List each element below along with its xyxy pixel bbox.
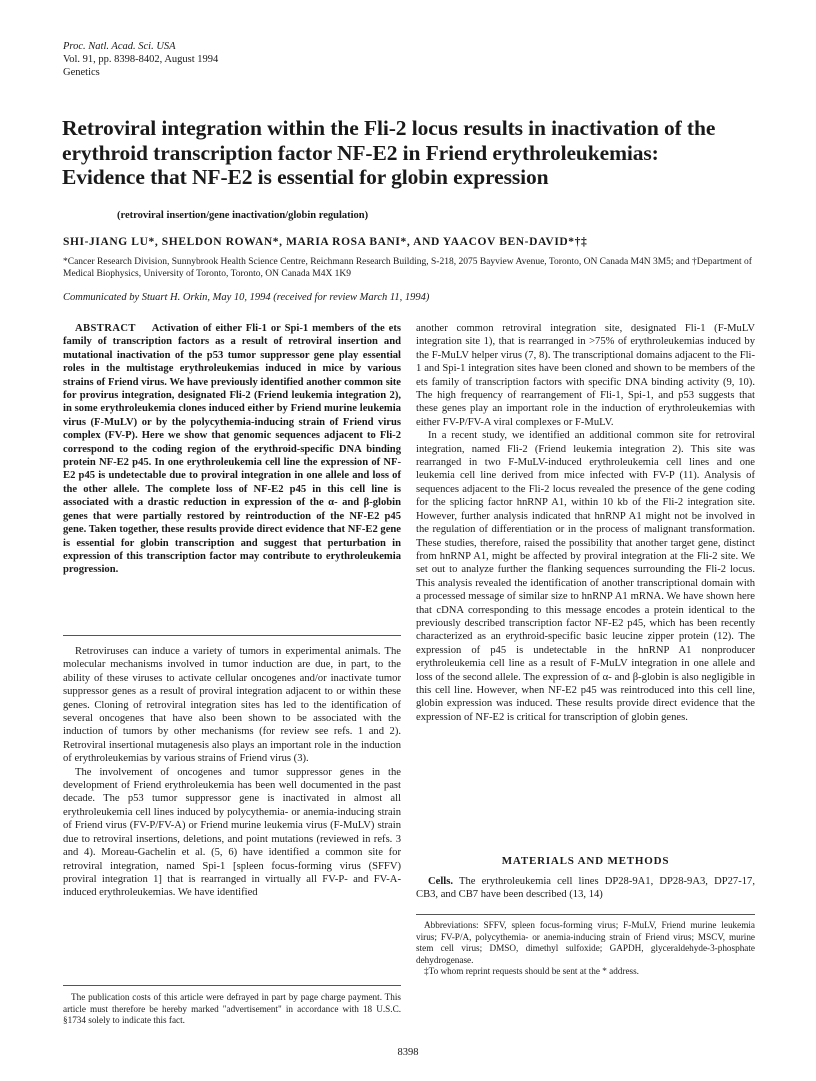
article-title: Retroviral integration within the Fli-2 locus results in inactivation of the erythroid transcription factor NF-E2 in Friend erythroleukemias: Evidence that NF-E2 is essential for globin expression [62, 116, 716, 189]
abbreviations: Abbreviations: SFFV, spleen focus-forming virus; F-MuLV, Friend murine leukemia virus; FV-P/A, polycythemia- or anemia-inducing strain of Friend virus; MSCV, murine stem cell virus; DMSO, dimethyl sulfoxide; GAPDH, glyceraldehyde-3-phosphate dehydrogenase. [416, 920, 755, 965]
reprint-note: ‡To whom reprint requests should be sent at the * address. [424, 966, 639, 977]
cells-text: The erythroleukemia cell lines DP28-9A1, DP28-9A3, DP27-17, CB3, and CB7 have been described (13, 14) [416, 876, 755, 901]
journal-section: Genetics [63, 67, 100, 78]
footnotes [416, 920, 755, 978]
introduction-right [416, 322, 755, 724]
affiliation: *Cancer Research Division, Sunnybrook Health Science Centre, Reichmann Research Building, S-218, 2075 Bayview Avenue, Toronto, ON Canada M4N 3M5; and †Department of Medical Biophysics, University of Toronto, Toronto, ON Canada M4X 1K9 [63, 257, 752, 279]
methods-cells [416, 875, 755, 902]
journal-header [63, 40, 218, 79]
abstract-text: Activation of either Fli-1 or Spi-1 members of the ets family of transcription factors as a result of retroviral insertion and mutational inactivation of the p53 tumor suppressor gene play essential roles in the multistage erythroleukemias induced in mice by various strains of Friend virus. We have previously identified another common site for provirus integration, designated Fli-2 (Friend leukemia integration 2), in some erythroleukemia clones induced either by Friend murine leukemia virus (F-MuLV) or by the polycythemia-inducing strain of Friend virus complex (FV-P). Here we show that genomic sequences adjacent to Fli-2 correspond to the coding region of the erythroid-specific DNA binding protein NF-E2 p45. In one erythroleukemia cell line the expression of NF-E2 p45 is undetectable due to proviral integration in one allele and loss of the other allele. The complete loss of NF-E2 p45 in this cell line is associated with a drastic reduction in expression of the α- and β-globin genes that were partially restored by reintroduction of the NF-E2 p45 gene. Taken together, these results provide direct evidence that NF-E2 gene is essential for globin transcription and suggest that perturbation in expression of this transcription factor may contribute to erythroleukemia progression. [63, 323, 402, 576]
abstract [63, 322, 401, 577]
page-number: 8398 [397, 1047, 419, 1058]
paragraph: Retroviruses can induce a variety of tumors in experimental animals. The molecular mechanisms involved in tumor induction are due, in part, to the ability of these viruses to activate cellular oncogenes and/or inactivate tumor suppressor genes as a result of proviral integration adjacent to or within these genes. Cloning of retroviral integration sites has led to the identification of several oncogenes that have also been shown to be associated with the induction of tumors by other mechanisms (for review see refs. 1 and 2). Retroviral insertional mutagenesis also plays an important role in the induction of erythroleukemias by various strains of Friend virus (3). [63, 646, 401, 765]
footnote-divider [416, 914, 755, 915]
communicated-by: Communicated by Stuart H. Orkin, May 10, 1994 (received for review March 11, 1994) [63, 292, 430, 303]
footnote-divider-left [63, 985, 401, 986]
section-heading: MATERIALS AND METHODS [501, 855, 670, 867]
paragraph: The involvement of oncogenes and tumor suppressor genes in the development of Friend erythroleukemia has been well documented in the past decade. The p53 tumor suppressor gene is inactivated in almost all erythroleukemia cell lines induced by polycythemia- or anemia-inducing strain of Friend virus (FV-P/FV-A) or Friend murine leukemia virus (F-MuLV) strain due to retroviral insertions, deletions, and point mutations (reviewed in refs. 3 and 4). Moreau-Gachelin et al. (5, 6) have identified a common site for retroviral integration, named Spi-1 [spleen focus-forming virus (SFFV) proviral integration 1] that is rearranged in virtually all FV-P- and FV-A-induced erythroleukemias. We have identified [63, 766, 401, 899]
subheading: Cells. [428, 876, 454, 887]
publication-costs: The publication costs of this article were defrayed in part by page charge payment. This article must therefore be hereby marked "advertisement" in accordance with 18 U.S.C. §1734 solely to indicate this fact. [63, 992, 401, 1026]
keywords: (retroviral insertion/gene inactivation/globin regulation) [117, 210, 369, 221]
paragraph: In a recent study, we identified an additional common site for retroviral integration, named Fli-2 (Friend leukemia integration 2). This site was rearranged in two F-MuLV-induced erythroleukemia cell lines and one leukemia cell line derived from mice infected with FV-P (11). Analysis of sequences adjacent to the Fli-2 locus revealed the presence of the gene coding for the splicing factor hnRNP A1, within 10 kb of the Fli-2 integration site. However, further analysis indicated that hnRNP A1 might not be involved in the regulation of differentiation or in the process of malignant transformation. These studies, therefore, raised the possibility that another target gene, distinct from hnRNP A1, might be affected by proviral integration at the Fli-2 site. We set out to analyze further the flanking sequences surrounding the Fli-2 locus. This analysis revealed the identification of another transcriptional domain with a processed message of similar size to hnRNP A1 mRNA. We have shown here that cDNA corresponding to this message encodes a protein identical to the previously described transcription factor NF-E2 p45, which has been recently characterized as an erythroid-specific basic leucine zipper protein (12). The expression of p45 is undetectable in the hnRNP A1 nonproducer erythroleukemia cell line as a result of F-MuLV integration in one allele and loss of the second allele. The expression of α- and β-globin is also negligible in this cell line. However, when NF-E2 p45 was reintroduced into this cell line, globin expression was induced. These results provide direct evidence that the expression of NF-E2 is critical for transcription of globin genes. [416, 430, 755, 723]
journal-name: Proc. Natl. Acad. Sci. USA [63, 41, 176, 52]
abstract-label: ABSTRACT [75, 323, 136, 334]
authors: SHI-JIANG LU*, SHELDON ROWAN*, MARIA ROSA BANI*, AND YAACOV BEN-DAVID*†‡ [63, 236, 588, 248]
journal-volume: Vol. 91, pp. 8398-8402, August 1994 [63, 54, 219, 65]
paragraph: another common retroviral integration site, designated Fli-1 (F-MuLV integration site 1), that is rearranged in >75% of erythroleukemias induced by the F-MuLV helper virus (7, 8). The transcriptional domains adjacent to the Fli-1 and Spi-1 integration sites have been cloned and shown to be members of the ets family of transcription factors with specific DNA binding activity (9, 10). The high frequency of rearrangement of Fli-1, Spi-1, and p53 suggests that these genes play an important role in the induction of erythroleukemias with either FV-P/FV-A viral complexes or F-MuLV. [416, 323, 755, 428]
abstract-divider [63, 635, 401, 636]
introduction-left [63, 645, 401, 900]
